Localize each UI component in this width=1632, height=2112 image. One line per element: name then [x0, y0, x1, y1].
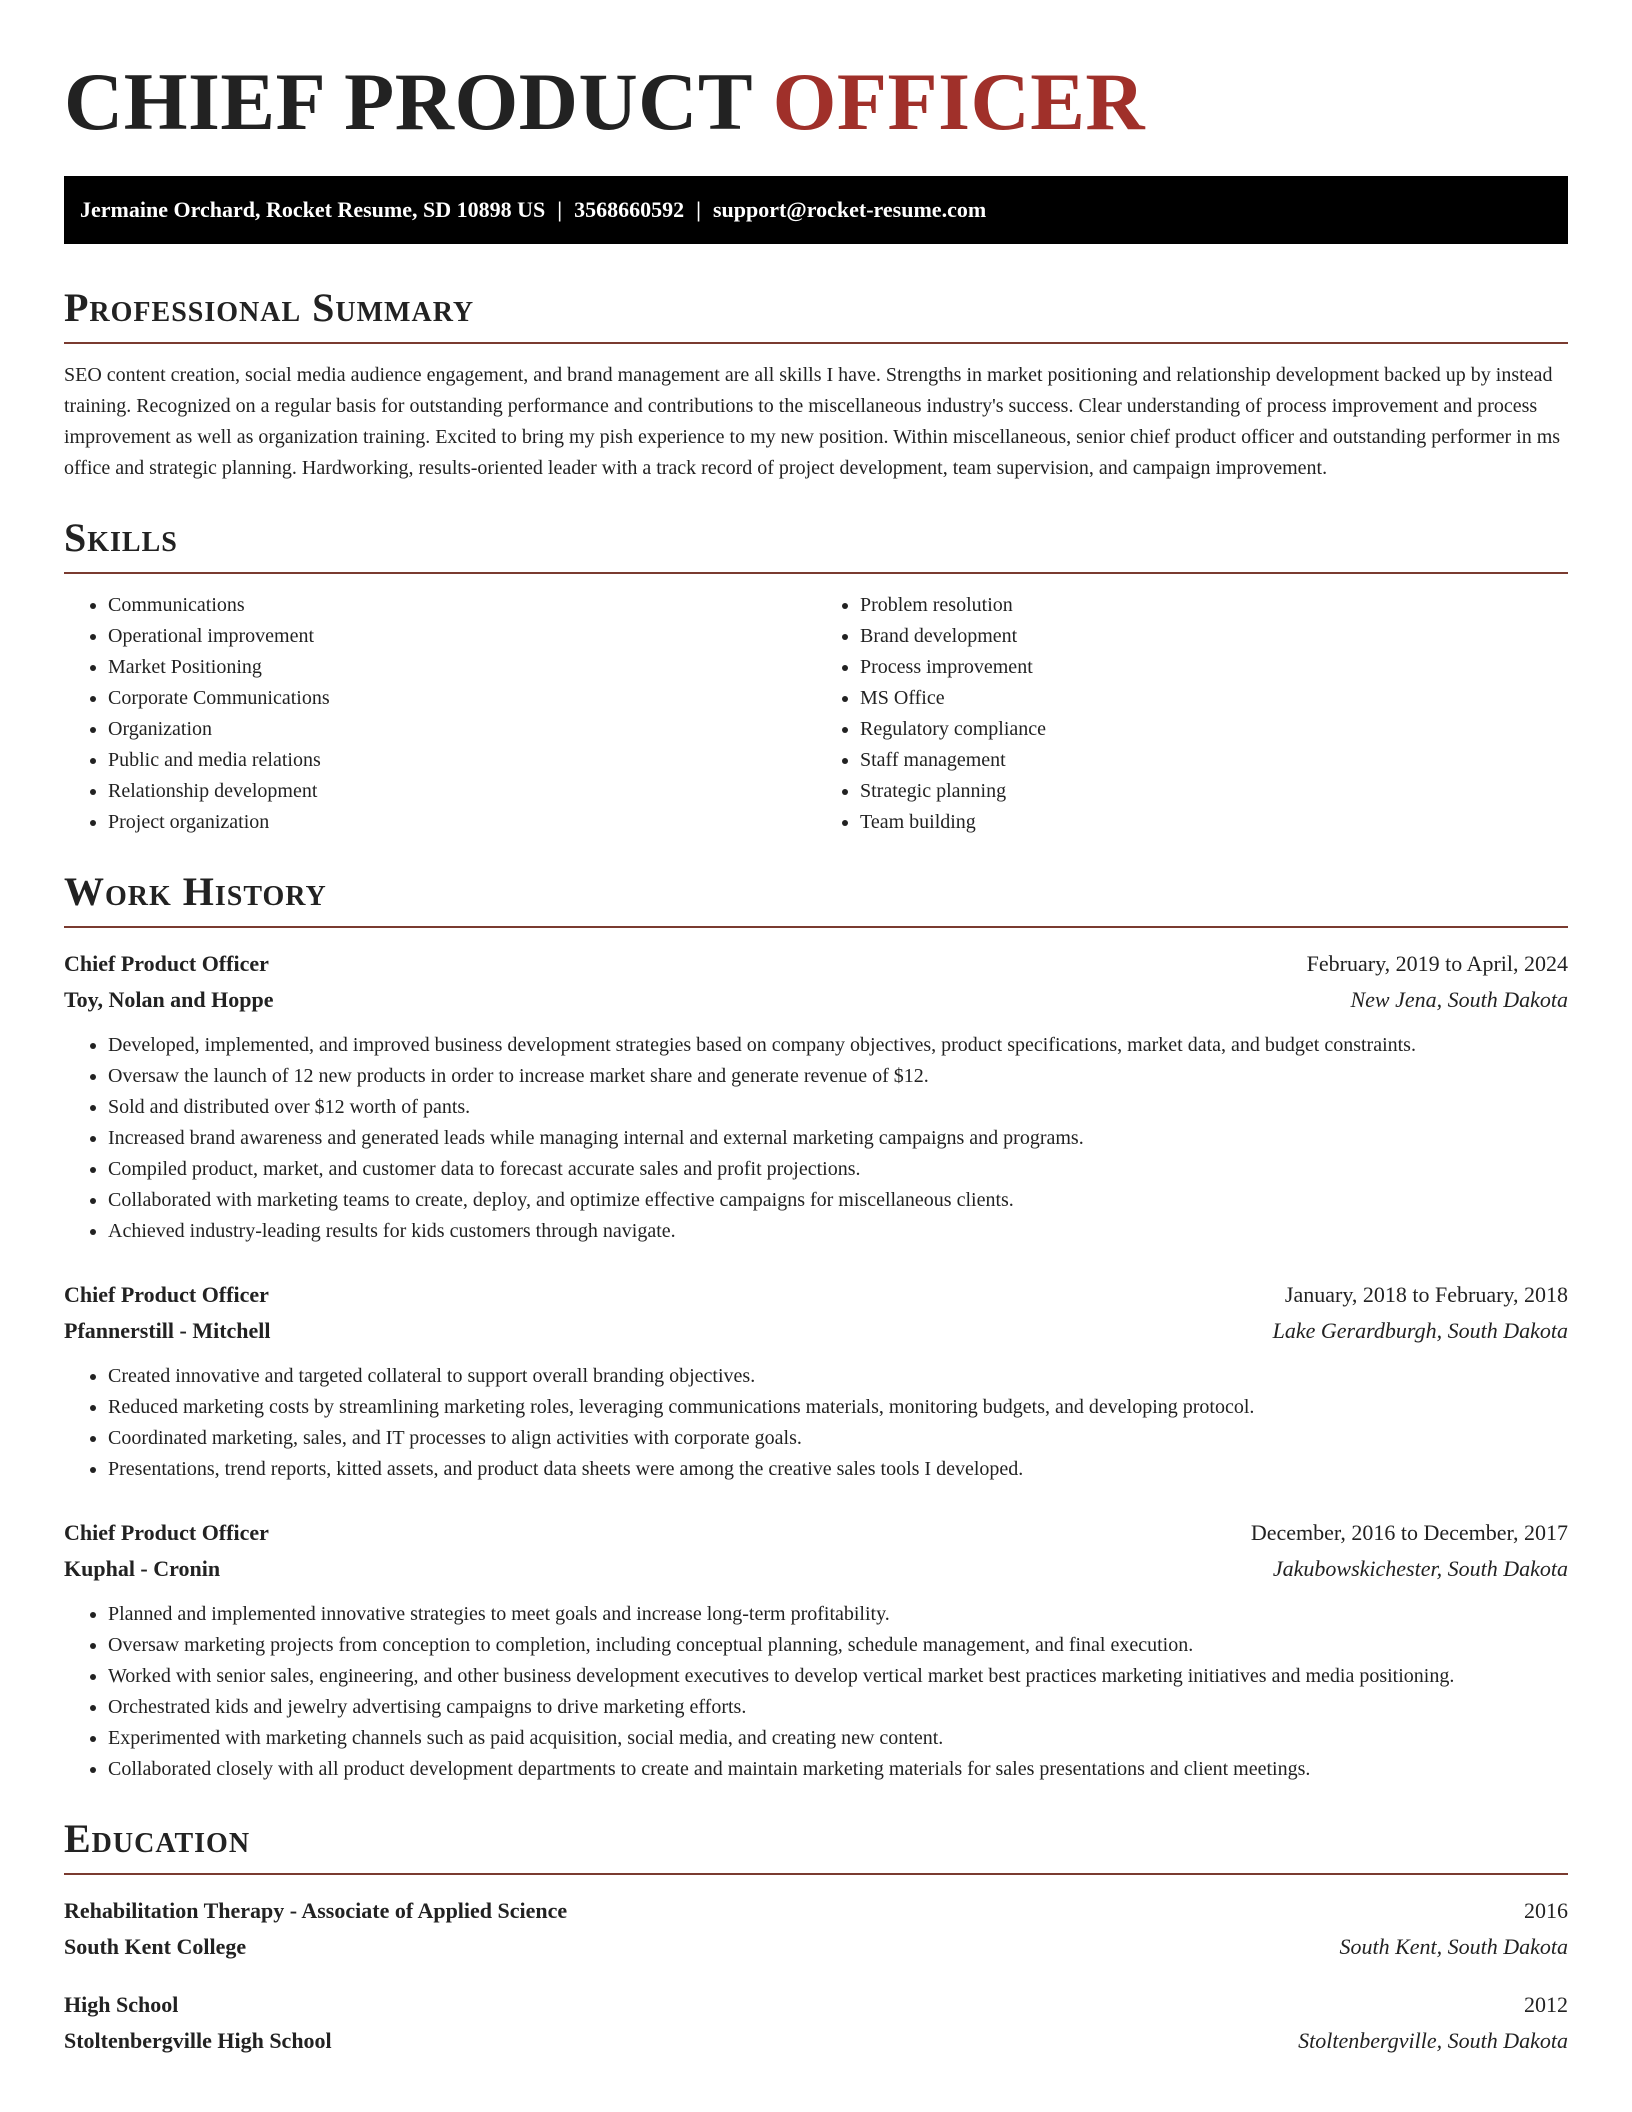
job-entry	[64, 1277, 1568, 1485]
skill-item: • Relationship development	[108, 776, 816, 807]
contact-separator: |	[557, 197, 563, 222]
job-bullet: • Increased brand awareness and generated leads while managing internal and external marketing campaigns and programs.	[108, 1123, 1568, 1154]
job-company: Toy, Nolan and Hoppe	[64, 987, 274, 1012]
education-entry	[64, 1987, 1568, 2059]
skill-item: • Regulatory compliance	[860, 714, 1568, 745]
skills-list-right	[816, 590, 1568, 838]
job-header-row	[64, 946, 1568, 982]
job-bullet: • Collaborated with marketing teams to create, deploy, and optimize effective campaigns for miscellaneous clients.	[108, 1185, 1568, 1216]
education-header-row	[64, 1987, 1568, 2023]
resume-title	[64, 0, 1568, 146]
section-title-skills: Skills	[64, 515, 178, 560]
job-bullet: • Reduced marketing costs by streamlining marketing roles, leveraging communications materials, monitoring budgets, and developing protocol.	[108, 1392, 1568, 1423]
job-dates: February, 2019 to April, 2024	[1306, 951, 1568, 976]
skill-item: • MS Office	[860, 683, 1568, 714]
job-bullet: • Achieved industry-leading results for kids customers through navigate.	[108, 1216, 1568, 1247]
job-bullet: • Compiled product, market, and customer data to forecast accurate sales and profit projections.	[108, 1154, 1568, 1185]
job-bullet: • Oversaw marketing projects from conception to completion, including conceptual planning, schedule management, and final execution.	[108, 1630, 1568, 1661]
job-bullets	[64, 1030, 1568, 1247]
job-company-row	[64, 1313, 1568, 1349]
skill-item: • Communications	[108, 590, 816, 621]
education-year: 2016	[1524, 1898, 1568, 1923]
education-location: South Kent, South Dakota	[1339, 1934, 1568, 1959]
contact-phone: 3568660592	[574, 197, 685, 222]
skill-item: • Operational improvement	[108, 621, 816, 652]
contact-address: Jermaine Orchard, Rocket Resume, SD 10898 US	[80, 197, 546, 222]
section-divider	[64, 572, 1568, 574]
education-school: Stoltenbergville High School	[64, 2028, 332, 2053]
education-header-row	[64, 1893, 1568, 1929]
job-title: Chief Product Officer	[64, 951, 269, 976]
job-company-row	[64, 1551, 1568, 1587]
contact-bar	[64, 176, 1568, 244]
section-title-summary: Professional Summary	[64, 285, 475, 330]
skill-item: • Market Positioning	[108, 652, 816, 683]
education-school: South Kent College	[64, 1934, 247, 1959]
skill-item: • Brand development	[860, 621, 1568, 652]
skills-columns	[64, 590, 1568, 838]
contact-email: support@rocket-resume.com	[712, 197, 987, 222]
job-bullet: • Orchestrated kids and jewelry advertising campaigns to drive marketing efforts.	[108, 1692, 1568, 1723]
skill-item: • Strategic planning	[860, 776, 1568, 807]
education-year: 2012	[1524, 1992, 1568, 2017]
job-bullet: • Collaborated closely with all product development departments to create and maintain marketing materials for sales presentations and client meetings.	[108, 1754, 1568, 1785]
contact-separator: |	[696, 197, 701, 222]
job-location: Jakubowskichester, South Dakota	[1272, 1556, 1568, 1581]
education-degree: High School	[64, 1992, 179, 2017]
work-history-section	[64, 866, 1568, 1785]
job-header-row	[64, 1277, 1568, 1313]
job-company: Pfannerstill - Mitchell	[64, 1318, 271, 1343]
job-bullet: • Planned and implemented innovative strategies to meet goals and increase long-term profitability.	[108, 1599, 1568, 1630]
job-bullet: • Created innovative and targeted collateral to support overall branding objectives.	[108, 1361, 1568, 1392]
education-entry	[64, 1893, 1568, 1965]
section-divider	[64, 926, 1568, 928]
job-title: Chief Product Officer	[64, 1520, 269, 1545]
job-title: Chief Product Officer	[64, 1282, 269, 1307]
job-location: Lake Gerardburgh, South Dakota	[1272, 1318, 1568, 1343]
job-dates: December, 2016 to December, 2017	[1250, 1520, 1568, 1545]
title-accent: OFFICER	[772, 56, 1146, 147]
job-bullets	[64, 1599, 1568, 1785]
skill-item: • Problem resolution	[860, 590, 1568, 621]
job-bullet: • Developed, implemented, and improved business development strategies based on company objectives, product specifications, market data, and budget constraints.	[108, 1030, 1568, 1061]
skills-section	[64, 512, 1568, 838]
job-location: New Jena, South Dakota	[1350, 987, 1568, 1012]
job-entry	[64, 946, 1568, 1247]
skill-item: • Team building	[860, 807, 1568, 838]
skill-item: • Public and media relations	[108, 745, 816, 776]
job-bullet: • Worked with senior sales, engineering, and other business development executives to develop vertical market best practices marketing initiatives and media positioning.	[108, 1661, 1568, 1692]
skills-list-left	[64, 590, 816, 838]
job-bullet: • Experimented with marketing channels such as paid acquisition, social media, and creating new content.	[108, 1723, 1568, 1754]
job-header-row	[64, 1515, 1568, 1551]
education-degree: Rehabilitation Therapy - Associate of Applied Science	[64, 1898, 568, 1923]
section-title-work: Work History	[64, 869, 327, 914]
title-main: CHIEF PRODUCT	[64, 56, 752, 147]
education-school-row	[64, 2023, 1568, 2059]
skill-item: • Project organization	[108, 807, 816, 838]
summary-section	[64, 282, 1568, 484]
job-bullets	[64, 1361, 1568, 1485]
education-section	[64, 1813, 1568, 2059]
job-dates: January, 2018 to February, 2018	[1284, 1282, 1568, 1307]
job-bullet: • Presentations, trend reports, kitted assets, and product data sheets were among the creative sales tools I developed.	[108, 1454, 1568, 1485]
job-company-row	[64, 982, 1568, 1018]
education-school-row	[64, 1929, 1568, 1965]
skill-item: • Organization	[108, 714, 816, 745]
section-divider	[64, 342, 1568, 344]
summary-text: SEO content creation, social media audience engagement, and brand management are all skills I have. Strengths in market positioning and relationship development backed up by instead training. Recognized on a regular basis for outstanding performance and contributions to the miscellaneous industry's success. Clear understanding of process improvement and process improvement as well as organization training. Excited to bring my pish experience to my new position. Within miscellaneous, senior chief product officer and outstanding performer in ms office and strategic planning. Hardworking, results-oriented leader with a track record of project development, team supervision, and campaign improvement.	[64, 364, 1561, 479]
skill-item: • Process improvement	[860, 652, 1568, 683]
skill-item: • Corporate Communications	[108, 683, 816, 714]
job-entry	[64, 1515, 1568, 1785]
job-company: Kuphal - Cronin	[64, 1556, 221, 1581]
job-bullet: • Coordinated marketing, sales, and IT processes to align activities with corporate goals.	[108, 1423, 1568, 1454]
section-title-education: Education	[64, 1816, 251, 1861]
section-divider	[64, 1873, 1568, 1875]
job-bullet: • Sold and distributed over $12 worth of pants.	[108, 1092, 1568, 1123]
education-location: Stoltenbergville, South Dakota	[1298, 2028, 1568, 2053]
job-bullet: • Oversaw the launch of 12 new products in order to increase market share and generate revenue of $12.	[108, 1061, 1568, 1092]
skill-item: • Staff management	[860, 745, 1568, 776]
